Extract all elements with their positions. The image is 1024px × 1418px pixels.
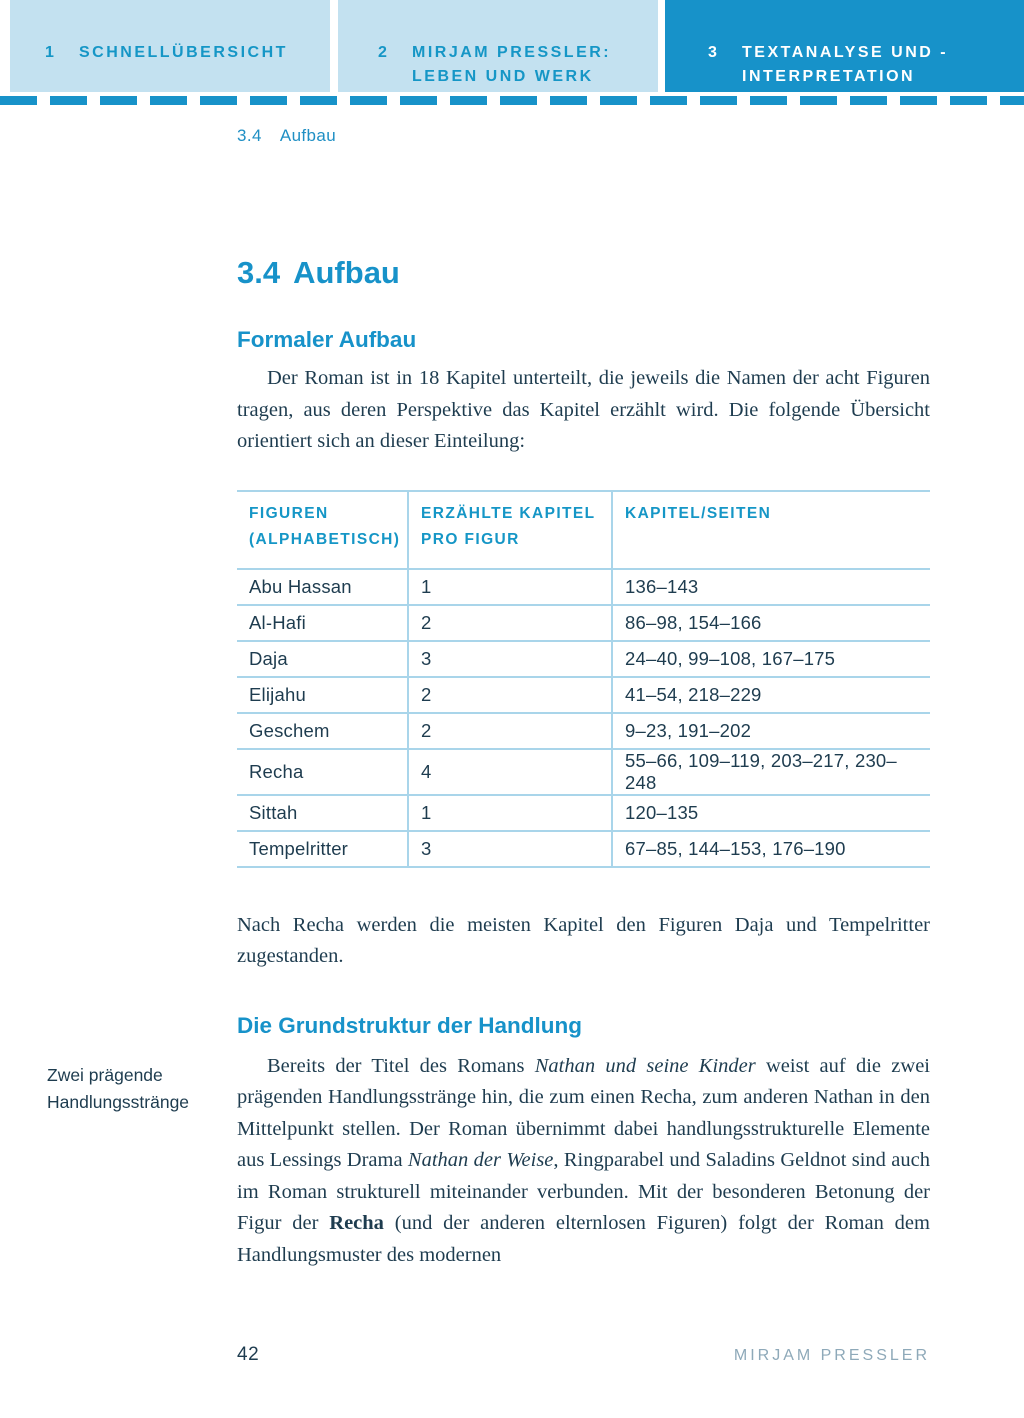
table-row [237,713,930,749]
pages-cell: 24–40, 99–108, 167–175 [612,641,930,677]
page-title-number: 3.4 [237,255,281,290]
pages-cell: 55–66, 109–119, 203–217, 230–248 [612,749,930,795]
text-run: Der Roman ist in 18 Kapitel unterteilt, die jeweils die Namen der acht Figuren tragen, aus deren Perspektive das Kapitel erzählt wird. Die folgende Übersicht orientiert sich an dieser Einteilung: [237,367,930,452]
page-number: 42 [237,1344,260,1365]
text-run: weist auf die zwei prägenden Handlungsstränge hin, die zum einen Recha, zum anderen Nathan in den Mittelpunkt stellen. Der Roman übernimmt dabei handlungsstrukturelle Elemente aus Lessings Drama [237,1054,930,1171]
pages-cell: 9–23, 191–202 [612,713,930,749]
column-header-figuren: FIGUREN (ALPHABETISCH) [237,491,408,569]
chapter-count-cell: 4 [408,749,612,795]
tab-number: 2 [378,44,390,61]
tab-number: 1 [45,44,57,61]
figures-chapter-table [237,490,930,868]
chapter-count-cell: 2 [408,677,612,713]
tab-schnelluebersicht [10,0,330,92]
figure-name-cell: Al-Hafi [237,605,408,641]
figure-name-cell: Recha [237,749,408,795]
pages-cell: 41–54, 218–229 [612,677,930,713]
figure-name-cell: Geschem [237,713,408,749]
text-run: Bereits der Titel des Romans [267,1054,535,1077]
tab-number: 3 [708,44,720,61]
emphasized-text: Nathan der Weise [407,1149,554,1171]
tab-label: MIRJAM PRESSLER: LEBEN UND WERK [412,44,612,85]
emphasized-text: Recha [329,1212,384,1234]
tab-textanalyse-active [665,0,1024,92]
breadcrumb-number: 3.4 [237,126,262,145]
pages-cell: 86–98, 154–166 [612,605,930,641]
figure-name-cell: Elijahu [237,677,408,713]
breadcrumb [237,124,1024,148]
text-run: , Ringparabel und Saladins Geldnot sind auch im Roman strukturell miteinander verbunden. Mit der besonderen Betonung der Figur der [237,1149,930,1234]
figure-name-cell: Tempelritter [237,831,408,867]
page-footer [237,1344,930,1366]
pages-cell: 120–135 [612,795,930,831]
chapter-count-cell: 2 [408,713,612,749]
chapter-count-cell: 3 [408,831,612,867]
paragraph-intro [237,363,930,458]
section-tab-bar [0,0,1024,92]
chapter-count-cell: 2 [408,605,612,641]
paragraph-after-table [237,910,930,973]
figure-name-cell: Daja [237,641,408,677]
page-title-text: Aufbau [293,255,400,290]
table-row [237,569,930,605]
figure-name-cell: Abu Hassan [237,569,408,605]
table-row [237,605,930,641]
pages-cell: 136–143 [612,569,930,605]
subheading-formaler-aufbau: Formaler Aufbau [237,327,417,352]
chapter-count-cell: 3 [408,641,612,677]
text-run: (und der anderen elternlosen Figuren) folgt der Roman dem Handlungsmuster des modernen [237,1212,930,1266]
tab-label: TEXTANALYSE UND -INTERPRETATION [742,44,949,85]
table-header-row [237,491,930,569]
breadcrumb-label: Aufbau [279,126,337,145]
section-formaler-aufbau [237,326,930,973]
chapter-count-cell: 1 [408,569,612,605]
table-row [237,677,930,713]
running-title: MIRJAM PRESSLER [733,1347,930,1364]
pages-cell: 67–85, 144–153, 176–190 [612,831,930,867]
figures-table-body [237,569,930,867]
section-grundstruktur [237,1012,930,1272]
table-row [237,749,930,795]
table-row [237,831,930,867]
column-header-kapitel-seiten: KAPITEL/SEITEN [612,491,930,569]
subheading-grundstruktur: Die Grundstruktur der Handlung [237,1012,583,1038]
tab-label: SCHNELLÜBERSICHT [79,44,288,61]
chapter-count-cell: 1 [408,795,612,831]
margin-note: Zwei prägende Handlungsstränge [47,1065,190,1112]
tab-leben-und-werk [338,0,658,92]
page-title [237,253,930,293]
table-row [237,641,930,677]
column-header-kapitel-pro-figur: ERZÄHLTE KAPITEL PRO FIGUR [408,491,612,569]
paragraph-grundstruktur [237,1051,930,1272]
text-run: Nach Recha werden die meisten Kapitel den Figuren Daja und Tempelritter zugestanden. [237,913,930,967]
table-row [237,795,930,831]
emphasized-text: Nathan und seine Kinder [534,1054,756,1077]
page-content [237,253,930,1271]
dashed-divider [0,96,1024,105]
figure-name-cell: Sittah [237,795,408,831]
